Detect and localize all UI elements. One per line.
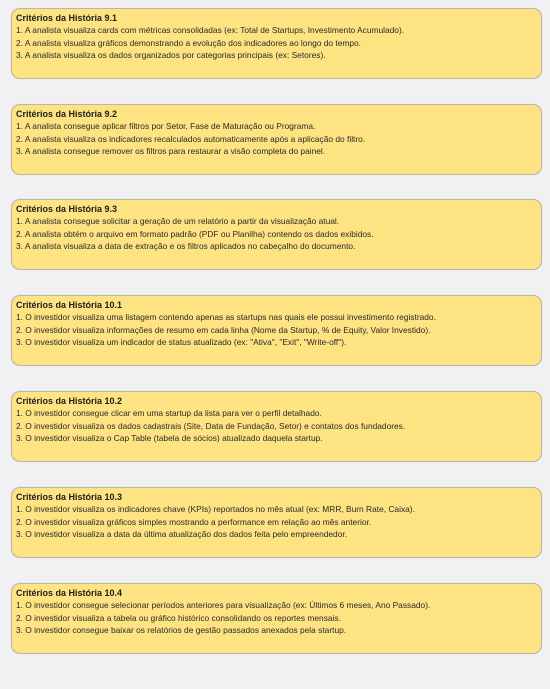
card-title: Critérios da História 10.1 — [16, 300, 123, 310]
criteria-line: 1. A analista consegue aplicar filtros por Setor, Fase de Maturação ou Programa. — [16, 121, 316, 131]
criteria-card-9-1[interactable] — [11, 8, 542, 79]
criteria-line: 3. O investidor visualiza a data da última atualização dos dados feita pelo empreendedor. — [16, 529, 348, 539]
criteria-line: 3. A analista consegue remover os filtros para restaurar a visão completa do painel. — [16, 146, 326, 156]
criteria-line: 1. A analista consegue solicitar a geração de um relatório a partir da visualização atual. — [16, 216, 340, 226]
criteria-card-9-3[interactable] — [11, 199, 542, 270]
criteria-card-9-2[interactable] — [11, 104, 542, 175]
criteria-line: 2. O investidor visualiza gráficos simples mostrando a performance em relação ao mês anterior. — [16, 516, 372, 527]
criteria-card-10-2[interactable] — [11, 391, 542, 462]
criteria-line: 2. A analista obtém o arquivo em formato padrão (PDF ou Planilha) contendo os dados exibidos. — [16, 228, 374, 239]
criteria-line: 1. A analista visualiza cards com métricas consolidadas (ex: Total de Startups, Investimento Acumulado). — [16, 25, 405, 35]
criteria-line: 2. A analista visualiza os indicadores recalculados automaticamente após a aplicação do filtro. — [16, 133, 366, 144]
criteria-line: 1. O investidor consegue selecionar períodos anteriores para visualização (ex: Últimos 6 meses, Ano Passado). — [16, 600, 431, 610]
card-title: Critérios da História 10.4 — [16, 588, 123, 598]
criteria-line: 1. O investidor visualiza uma listagem contendo apenas as startups nas quais ele possui investimento registrado. — [16, 312, 436, 322]
criteria-line: 2. A analista visualiza gráficos demonstrando a evolução dos indicadores ao longo do tempo. — [16, 37, 361, 48]
criteria-card-10-3[interactable] — [11, 487, 542, 558]
card-title: Critérios da História 9.1 — [16, 13, 118, 23]
card-title: Critérios da História 9.3 — [16, 204, 118, 214]
criteria-line: 3. O investidor consegue baixar os relatórios de gestão passados anexados pela startup. — [16, 625, 347, 635]
criteria-line: 3. O investidor visualiza o Cap Table (tabela de sócios) atualizado daquela startup. — [16, 433, 323, 443]
card-title: Critérios da História 10.2 — [16, 396, 123, 406]
criteria-line: 3. O investidor visualiza um indicador de status atualizado (ex: "Ativa", "Exit", "Write-off"). — [16, 337, 347, 347]
criteria-card-10-4[interactable] — [11, 583, 542, 654]
card-title: Critérios da História 9.2 — [16, 109, 118, 119]
criteria-line: 2. O investidor visualiza a tabela ou gráfico histórico consolidando os reportes mensais. — [16, 612, 341, 623]
criteria-card-10-1[interactable] — [11, 295, 542, 366]
criteria-line: 1. O investidor consegue clicar em uma startup da lista para ver o perfil detalhado. — [16, 408, 322, 418]
criteria-line: 3. A analista visualiza os dados organizados por categorias principais (ex: Setores). — [16, 50, 326, 60]
criteria-line: 2. O investidor visualiza os dados cadastrais (Site, Data de Fundação, Setor) e contatos dos fundadores. — [16, 420, 406, 431]
card-title: Critérios da História 10.3 — [16, 492, 123, 502]
criteria-line: 3. A analista visualiza a data de extração e os filtros aplicados no cabeçalho do documento. — [16, 241, 356, 251]
criteria-line: 2. O investidor visualiza informações de resumo em cada linha (Nome da Startup, % de Equity, Valor Investido). — [16, 324, 431, 335]
criteria-line: 1. O investidor visualiza os indicadores chave (KPIs) reportados no mês atual (ex: MRR, Burn Rate, Caixa). — [16, 504, 415, 514]
